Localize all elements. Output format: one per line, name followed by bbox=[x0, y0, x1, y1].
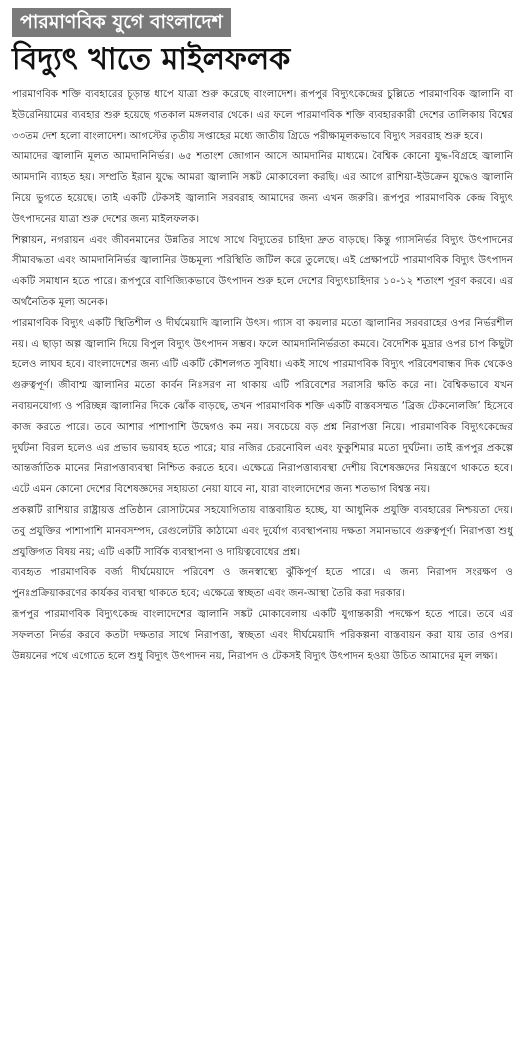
article-paragraph: আমাদের জ্বালানি মূলত আমদানিনির্ভর। ৬৫ শতাংশ জোগান আসে আমদানির মাধ্যমে। বৈশ্বিক কোনো যুদ্ধ-বিগ্রহে জ্বালানি আমদানি ব্যাহত হয়। সম্প্রতি ইরান যুদ্ধে আমরা জ্বালানি সঙ্কট মোকাবেলা করছি। এর আগে রাশিয়া-ইউক্রেন যুদ্ধেও জ্বালানি নিয়ে ভুগতে হয়েছে। তাই একটি টেকসই জ্বালানি সরবরাহ আমাদের জন্য এখন জরুরি। রূপপুর পারমাণবিক কেন্দ্র বিদ্যুৎ উৎপাদনের যাত্রা শুরু দেশের জন্য মাইলফলক। bbox=[12, 151, 513, 225]
article-paragraph: শিল্পায়ন, নগরায়ন এবং জীবনমানের উন্নতির সাথে সাথে বিদ্যুতের চাহিদা দ্রুত বাড়ছে। কিন্তু গ্যাসনির্ভর বিদ্যুৎ উৎপাদনের সীমাবদ্ধতা এবং আমদানিনির্ভর জ্বালানির উচ্চমূল্য পরিস্থিতি জটিল করে তুলেছে। এই প্রেক্ষাপটে পারমাণবিক বিদ্যুৎ উৎপাদন একটি সমাধান হতে পারে। রূপপুরে বাণিজ্যিকভাবে উৎপাদন শুরু হলে দেশের বিদ্যুৎচাহিদার ১০-১২ শতাংশ পূরণ করবে। এর অর্থনৈতিক মূল্য অনেক। bbox=[12, 234, 513, 308]
article-paragraph: রূপপুর পারমাণবিক বিদ্যুৎকেন্দ্র বাংলাদেশের জ্বালানি সঙ্কট মোকাবেলায় একটি যুগান্তকারী পদক্ষেপ হতে পারে। তবে এর সফলতা নির্ভর করবে কতটা দক্ষতার সাথে নিরাপত্তা, স্বচ্ছতা এবং দীর্ঘমেয়াদি পরিকল্পনা বাস্তবায়ন করা যায় তার ওপর। উন্নয়নের পথে এগোতে হলে শুধু বিদ্যুৎ উৎপাদন নয়, নিরাপদ ও টেকসই বিদ্যুৎ উৎপাদন হওয়া উচিত আমাদের মূল লক্ষ্য। bbox=[12, 608, 513, 662]
article-headline: বিদ্যুৎ খাতে মাইলফলক bbox=[12, 42, 291, 77]
article-paragraph: পারমাণবিক বিদ্যুৎ একটি স্থিতিশীল ও দীর্ঘমেয়াদি জ্বালানি উৎস। গ্যাস বা কয়লার মতো জ্বালানির সরবরাহের ওপর নির্ভরশীল নয়। এ ছাড়া অল্প জ্বালানি দিয়ে বিপুল বিদ্যুৎ উৎপাদন সম্ভব। ফলে আমদানিনির্ভরতা কমবে। বৈদেশিক মুদ্রার ওপর চাপ কিছুটা হলেও লাঘব হবে। বাংলাদেশের জন্য এটি একটি কৌশলগত সুবিধা। একই সাথে পারমাণবিক বিদ্যুৎ পরিবেশবান্ধব দিক থেকেও গুরুত্বপূর্ণ। জীবাশ্ম জ্বালানির মতো কার্বন নিঃসরণ না থাকায় এটি পরিবেশের সরাসরি ক্ষতি করে না। বৈশ্বিকভাবে যখন নবায়নযোগ্য ও পরিচ্ছন্ন জ্বালানির দিকে ঝোঁক বাড়ছে, তখন পারমাণবিক শক্তি একটি বাস্তবসম্মত ‘ব্রিজ টেকনোলজি’ হিসেবে কাজ করতে পারে। তবে আশার পাশাপাশি উদ্বেগও কম নয়। সবচেয়ে বড় প্রশ্ন নিরাপত্তা নিয়ে। পারমাণবিক বিদ্যুৎকেন্দ্রের দুর্ঘটনা বিরল হলেও এর প্রভাব ভয়াবহ হতে পারে; যার নজির চেরনোবিল এবং ফুকুশিমার মতো দুর্ঘটনা। তাই রূপপুর প্রকল্পে আন্তর্জাতিক মানের নিরাপত্তাব্যবস্থা নিশ্চিত করতে হবে। এক্ষেত্রে নিরাপত্তাব্যবস্থা দেশীয় বিশেষজ্ঞদের নিয়ন্ত্রণে থাকতে হবে। এটে এমন কোনো দেশের বিশেষজ্ঞদের সহায়তা নেয়া যাবে না, যারা বাংলাদেশের জন্য শতভাগ বিশ্বস্ত নয়। bbox=[12, 317, 513, 496]
article-paragraph: পারমাণবিক শক্তি ব্যবহারের চূড়ান্ত ধাপে যাত্রা শুরু করেছে বাংলাদেশ। রূপপুর বিদ্যুৎকেন্দ্রের চুল্লিতে পারমাণবিক জ্বালানি বা ইউরেনিয়ামের ব্যবহার শুরু হয়েছে গতকাল মঙ্গলবার থেকে। এর ফলে পারমাণবিক শক্তি ব্যবহারকারী দেশের তালিকায় বিশ্বের ৩৩তম দেশ হলো বাংলাদেশ। আগস্টের তৃতীয় সপ্তাহের মধ্যে জাতীয় গ্রিডে পরীক্ষামূলকভাবে বিদ্যুৎ সরবরাহ শুরু হবে। bbox=[12, 89, 513, 142]
article-paragraph: ব্যবহৃত পারমাণবিক বর্জ্য দীর্ঘমেয়াদে পরিবেশ ও জনস্বাস্থ্যে ঝুঁকিপূর্ণ হতে পারে। এ জন্য নিরাপদ সংরক্ষণ ও পুনঃপ্রক্রিয়াকরণের কার্যকর ব্যবস্থা থাকতে হবে; এক্ষেত্রে স্বচ্ছতা এবং জন-আস্থা তৈরি করা দরকার। bbox=[12, 567, 513, 600]
article-paragraph: প্রকল্পটি রাশিয়ার রাষ্ট্রায়ত্ত প্রতিষ্ঠান রোসাটমের সহযোগিতায় বাস্তবায়িত হচ্ছে, যা আধুনিক প্রযুক্তি ব্যবহারের নিশ্চয়তা দেয়। তবু প্রযুক্তির পাশাপাশি মানবসম্পদ, রেগুলেটরি কাঠামো এবং দুর্যোগ ব্যবস্থাপনায় দক্ষতা সমানভাবে গুরুত্বপূর্ণ। নিরাপত্তা শুধু প্রযুক্তিগত বিষয় নয়; এটি একটি সার্বিক ব্যবস্থাপনা ও দায়িত্ববোধের প্রশ্ন। bbox=[12, 504, 513, 558]
article-body bbox=[12, 85, 513, 667]
article-kicker: পারমাণবিক যুগে বাংলাদেশ bbox=[12, 8, 231, 37]
